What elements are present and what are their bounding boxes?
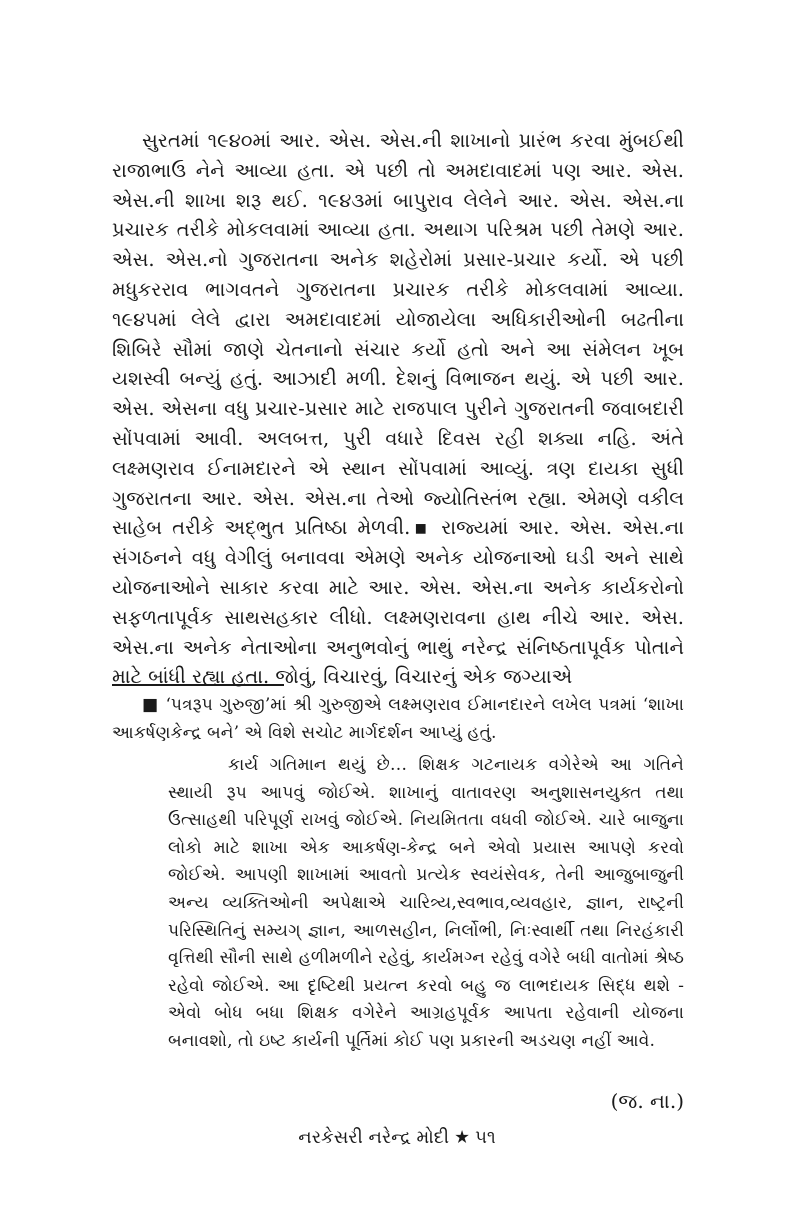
- footnote-quote: કાર્ય ગતિમાન થયું છે… શિક્ષક ગટનાયક વગેરેએ આ ગતિને સ્થાયી રૂપ આપવું જોઈએ. શાખાનું વાતાવરણ અનુશાસનયુક્ત તથા ઉત્સાહથી પરિપૂર્ણ રાખવું જોઈએ. નિયમિતતા વધવી જોઈએ. ચારે બાજુના લોકો માટે શાખા એક આકર્ષણ-કેન્દ્ર બને એવો પ્રયાસ આપણે કરવો જોઈએ. આપણી શાખામાં આવતો પ્રત્યેક સ્વયંસેવક, તેની આજુબાજુની અન્ય વ્યક્તિઓની અપેક્ષાએ ચારિત્ર્ય,સ્વભાવ,વ્યવહાર, જ્ઞાન, રાષ્ટ્રની પરિસ્થિતિનું સમ્યગ્ જ્ઞાન, આળસહીન, નિર્લોભી, નિઃસ્વાર્થી તથા નિરહંકારી વૃત્તિથી સૌની સાથે હળીમળીને રહેવું, કાર્યમગ્ન રહેવું વગેરે બધી વાતોમાં શ્રેષ્ઠ રહેવો જોઈએ. આ દૃષ્ટિથી પ્રયત્ન કરવો બહુ જ લાભદાયક સિદ્ધ થશે - એવો બોધ બધા શિક્ષક વગેરેને આગ્રહપૂર્વક આપતા રહેવાની યોજના બનાવશો, તો ઇષ્ટ કાર્યની પૂર્તિમાં કોઈ પણ પ્રકારની અડચણ નહીં આવે.: [168, 755, 684, 1051]
- footer-book-title: નરકેસરી નરેન્દ્ર મોદી: [298, 1127, 449, 1148]
- footnote-divider: [112, 684, 284, 686]
- footnote-intro: [112, 692, 684, 747]
- footnote-attribution: (જ. ના.): [610, 1089, 684, 1113]
- page-footer: [0, 1124, 794, 1152]
- footer-star: ★: [454, 1127, 470, 1148]
- footnote-marker: ■: [142, 695, 160, 715]
- main-paragraph: સુરતમાં ૧૯૪૦માં આર. એસ. એસ.ની શાખાનો પ્રારંભ કરવા મુંબઈથી રાજાભાઉ નેને આવ્યા હતા. એ પછી તો અમદાવાદમાં પણ આર. એસ. એસ.ની શાખા શરૂ થઈ. ૧૯૪૩માં બાપુરાવ લેલેને આર. એસ. એસ.ના પ્રચારક તરીકે મોકલવામાં આવ્યા હતા. અથાગ પરિશ્રમ પછી તેમણે આર. એસ. એસ.નો ગુજરાતના અનેક શહેરોમાં પ્રસાર-પ્રચાર કર્યો. એ પછી મધુકરરાવ ભાગવતને ગુજરાતના પ્રચારક તરીકે મોકલવામાં આવ્યા. ૧૯૪૫માં લેલે દ્વારા અમદાવાદમાં યોજાયેલા અધિકારીઓની બઢતીના શિબિરે સૌમાં જાણે ચેતનાનો સંચાર કર્યો હતો અને આ સંમેલન ખૂબ યશસ્વી બન્યું હતું. આઝાદી મળી. દેશનું વિભાજન થયું. એ પછી આર. એસ. એસના વધુ પ્રચાર-પ્રસાર માટે રાજપાલ પુરીને ગુજરાતની જવાબદારી સોંપવામાં આવી. અલબત્ત, પુરી વધારે દિવસ રહી શક્યા નહિ. અંતે લક્ષ્મણરાવ ઈનામદારને એ સ્થાન સોંપવામાં આવ્યું. ત્રણ દાયકા સુધી ગુજરાતના આર. એસ. એસ.ના તેઓ જ્યોતિસ્તંભ રહ્યા. એમણે વકીલ સાહેબ તરીકે અદ્ભુત પ્રતિષ્ઠા મેળવી.▪ રાજ્યમાં આર. એસ. એસ.ના સંગઠનને વધુ વેગીલું બનાવવા એમણે અનેક યોજનાઓ ઘડી અને સાથે યોજનાઓને સાકાર કરવા માટે આર. એસ. એસ.ના અનેક કાર્યકરોનો સફળતાપૂર્વક સાથસહકાર લીધો. લક્ષ્મણરાવના હાથ નીચે આર. એસ. એસ.ના અનેક નેતાઓના અનુભવોનું ભાથું નરેન્દ્ર સંનિષ્ઠતાપૂર્વક પોતાને માટે બાંધી રહ્યા હતા. જોવું, વિચારવું, વિચારનું એક જગ્યાએ: [112, 129, 684, 689]
- footnote-intro-text: ‘પત્રરૂપ ગુરુજી’માં શ્રી ગુરુજીએ લક્ષ્મણરાવ ઈમાનદારને લખેલ પત્રમાં ‘શાખા આકર્ષણકેન્દ્ર બને’ એ વિશે સચોટ માર્ગદર્શન આપ્યું હતું.: [112, 695, 684, 743]
- page-number: ૫૧: [475, 1127, 496, 1148]
